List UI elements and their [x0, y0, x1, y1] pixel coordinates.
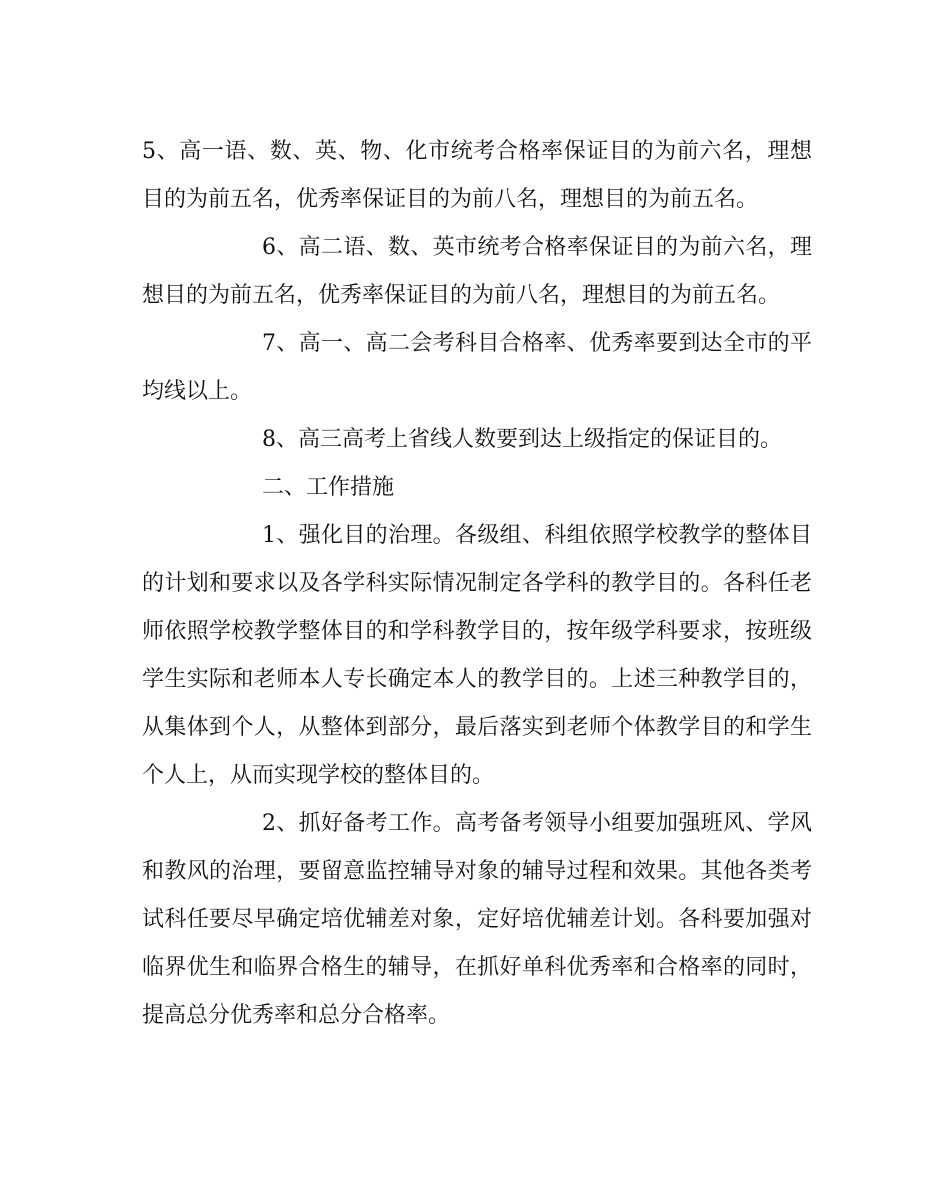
paragraph-goal-6: 6、高二语、数、英市统考合格率保证目的为前六名，理想目的为前五名，优秀率保证目的为前八名，理想目的为前五名。	[142, 235, 812, 308]
paragraph-goal-7: 7、高一、高二会考科目合格率、优秀率要到达全市的平均线以上。	[142, 331, 812, 404]
paragraph-goal-5: 5、高一语、数、英、物、化市统考合格率保证目的为前六名，理想目的为前五名，优秀率保证目的为前八名，理想目的为前五名。	[142, 139, 812, 212]
paragraph-measure-1: 1、强化目的治理。各级组、科组依照学校教学的整体目的计划和要求以及各学科实际情况制定各学科的教学目的。各科任老师依照学校教学整体目的和学科教学目的，按年级学科要求，按班级学生实际和老师本人专长确定本人的教学目的。上述三种教学目的，从集体到个人，从整体到部分，最后落实到老师个体教学目的和学生个人上，从而实现学校的整体目的。	[142, 523, 812, 788]
paragraph-goal-8: 8、高三高考上省线人数要到达上级指定的保证目的。	[262, 427, 782, 452]
section-heading-work-measures: 二、工作措施	[262, 475, 395, 500]
document-body	[142, 128, 812, 1040]
paragraph-measure-2: 2、抓好备考工作。高考备考领导小组要加强班风、学风和教风的治理，要留意监控辅导对象的辅导过程和效果。其他各类考试科任要尽早确定培优辅差对象，定好培优辅差计划。各科要加强对临界优生和临界合格生的辅导，在抓好单科优秀率和合格率的同时，提高总分优秀率和总分合格率。	[142, 811, 812, 1028]
